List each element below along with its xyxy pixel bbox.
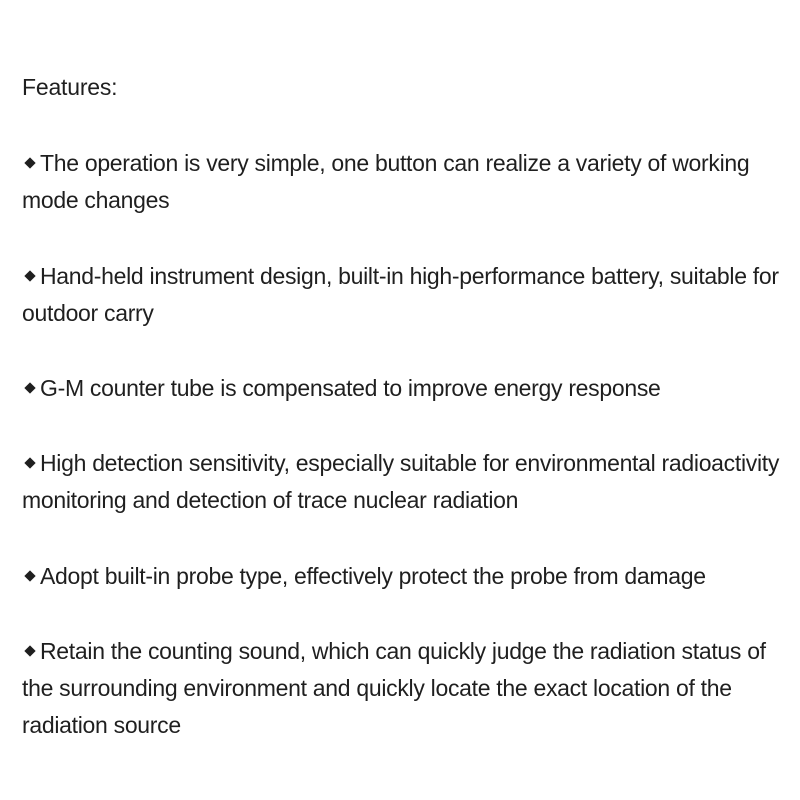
features-heading: Features: (22, 74, 118, 100)
feature-text: High detection sensitivity, especially suitable for environmental radioactivity monitoring and detection of trace nuclear radiation (22, 450, 780, 513)
diamond-bullet-icon (24, 382, 35, 393)
feature-item (22, 145, 782, 219)
feature-item (22, 558, 782, 595)
feature-text: The operation is very simple, one button can realize a variety of working mode changes (22, 150, 750, 213)
diamond-bullet-icon (24, 457, 35, 468)
feature-item (22, 445, 782, 519)
feature-text: Adopt built-in probe type, effectively protect the probe from damage (40, 563, 706, 589)
feature-item (22, 633, 782, 744)
feature-item (22, 258, 782, 332)
diamond-bullet-icon (24, 570, 35, 581)
feature-text: Retain the counting sound, which can quickly judge the radiation status of the surrounding environment and quickly locate the exact location of the radiation source (22, 638, 766, 738)
diamond-bullet-icon (24, 270, 35, 281)
diamond-bullet-icon (24, 157, 35, 168)
feature-text: G-M counter tube is compensated to improve energy response (40, 375, 661, 401)
feature-text: Hand-held instrument design, built-in high-performance battery, suitable for outdoor carry (22, 263, 779, 326)
feature-item (22, 370, 782, 407)
diamond-bullet-icon (24, 645, 35, 656)
